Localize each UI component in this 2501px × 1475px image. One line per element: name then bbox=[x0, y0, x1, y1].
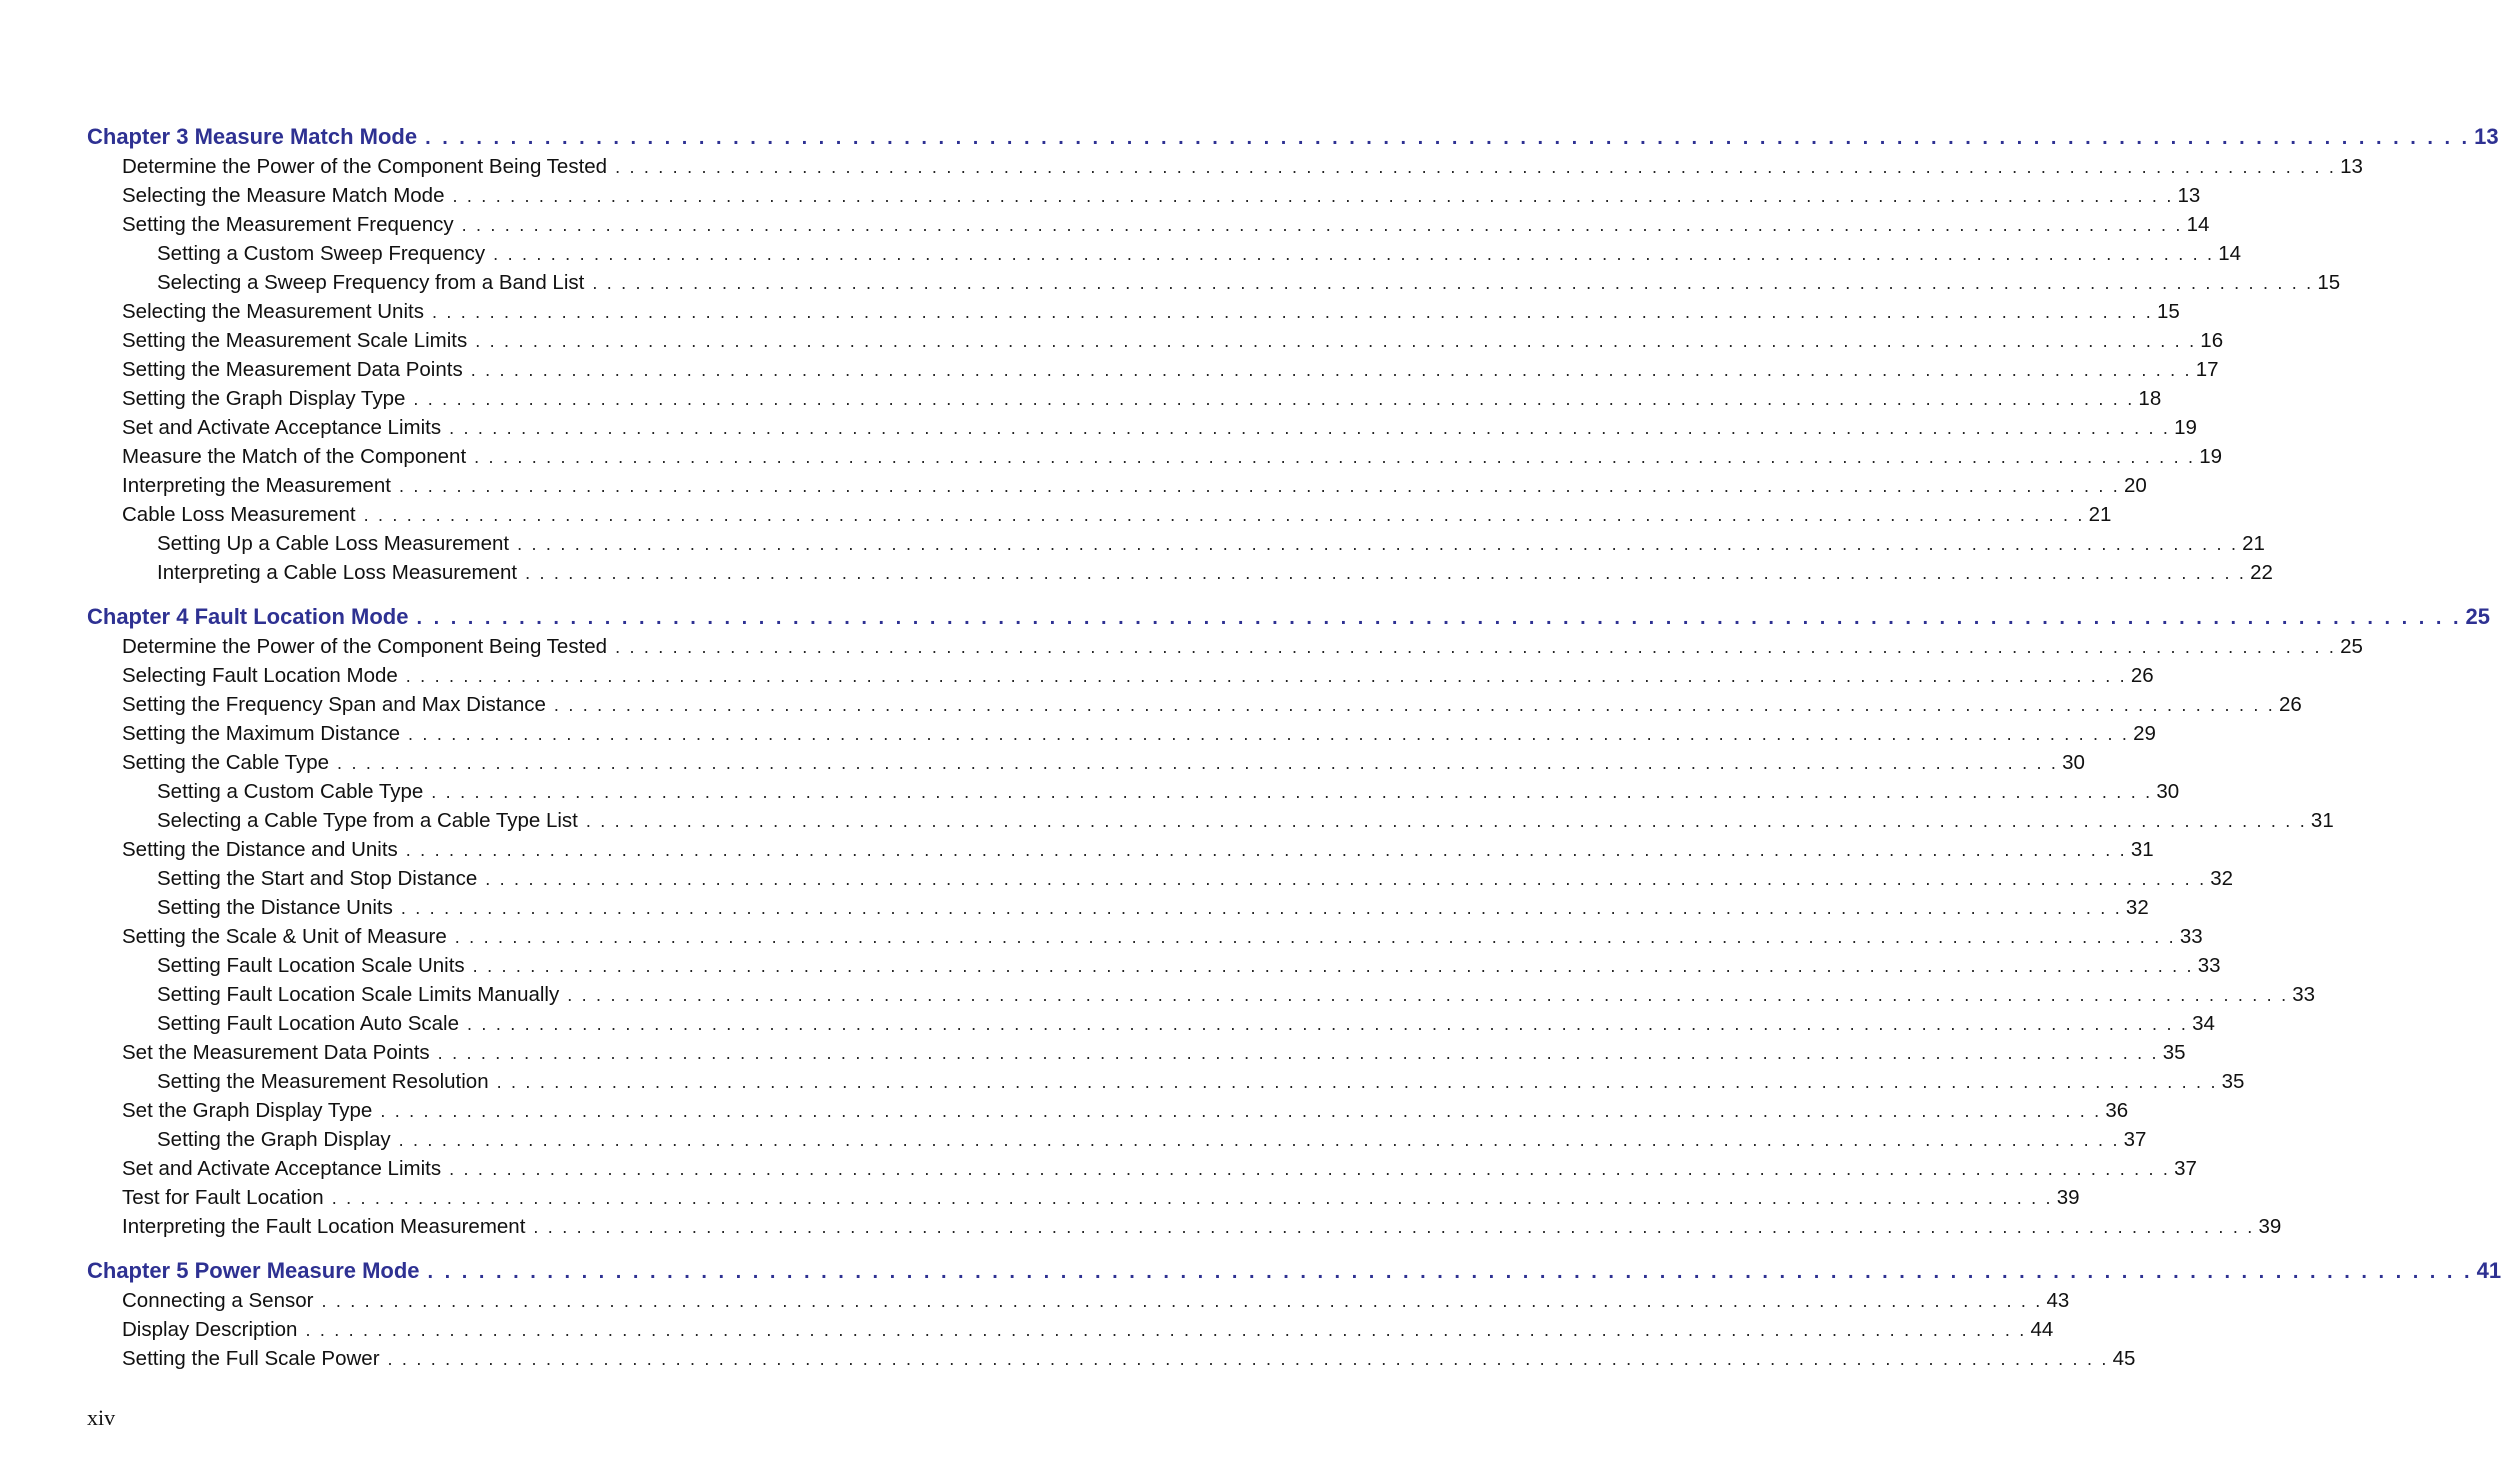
toc-entry-page: 30 bbox=[2062, 751, 2085, 774]
dot-leader: . . . . . . . . . . . . . . . . . . . . . . . . . . . . . . . . . . . . . . . . . . . . . . . . . . . . . . . . . . . . . . . . . . . . . . . . . . . . . . . . . . . . . . . . . . . . . . . . . . . . . . . . . . . . . . . . . . . . . . . . bbox=[449, 418, 2171, 438]
dot-leader: . . . . . . . . . . . . . . . . . . . . . . . . . . . . . . . . . . . . . . . . . . . . . . . . . . . . . . . . . . . . . . . . . . . . . . . . . . . . . . . . . . . . . . . . . . . . . . . . . . . . . . . . . . . . . . . . . . . . . . . . bbox=[553, 695, 2275, 715]
toc-entry-title: Setting the Scale & Unit of Measure bbox=[122, 925, 447, 948]
toc-entry-page: 13 bbox=[2340, 155, 2363, 178]
toc-entry[interactable] bbox=[87, 983, 2316, 1012]
dot-leader: . . . . . . . . . . . . . . . . . . . . . . . . . . . . . . . . . . . . . . . . . . . . . . . . . . . . . . . . . . . . . . . . . . . . . . . . . . . . . . . . . . . . . . . . . . . . . . . . . . . . . . . . . . . . . . . . . . . . . . . . bbox=[449, 1159, 2171, 1179]
toc-entry-page: 37 bbox=[2174, 1157, 2197, 1180]
dot-leader: . . . . . . . . . . . . . . . . . . . . . . . . . . . . . . . . . . . . . . . . . . . . . . . . . . . . . . . . . . . . . . . . . . . . . . . . . . . . . . . . . . . . . . . . . . . . . . . . . . . . . . . . . . . . . . . . . . . . . . . . bbox=[592, 273, 2314, 293]
dot-leader: . . . . . . . . . . . . . . . . . . . . . . . . . . . . . . . . . . . . . . . . . . . . . . . . . . . . . . . . . . . . . . . . . . . . . . . . . . . . . . . . . . . . . . . . . . . . . . . . . . . . . . . . . . . . . . . . . . . . . . . . bbox=[454, 927, 2176, 947]
toc-entry[interactable] bbox=[87, 155, 2363, 184]
toc-entry-page: 20 bbox=[2123, 474, 2147, 497]
toc-entry-page: 26 bbox=[2130, 664, 2154, 687]
dot-leader: . . . . . . . . . . . . . . . . . . . . . . . . . . . . . . . . . . . . . . . . . . . . . . . . . . . . . . . . . . . . . . . . . . . . . . . . . . . . . . . . . . . . . . . . . . . . . . . . . . . . . . . . . . . . . . . . . . . . . . . . bbox=[467, 1014, 2189, 1034]
toc-entry-page: 41 bbox=[2476, 1258, 2501, 1283]
toc-entry-page: 31 bbox=[2310, 809, 2334, 832]
toc-entry[interactable] bbox=[87, 1215, 2282, 1244]
toc-entry[interactable] bbox=[87, 722, 2156, 751]
toc-entry-page: 15 bbox=[2317, 271, 2341, 294]
toc-entry-page: 21 bbox=[2088, 503, 2112, 526]
toc-entry-page: 34 bbox=[2192, 1012, 2215, 1035]
toc-chapter-entry[interactable] bbox=[87, 604, 2490, 635]
dot-leader: . . . . . . . . . . . . . . . . . . . . . . . . . . . . . . . . . . . . . . . . . . . . . . . . . . . . . . . . . . . . . . . . . . . . . . . . . . . . . . . . . . . . . . . . . . . . . . . . . . . . . . . . . . . . . . . . . . . . . . . . bbox=[305, 1320, 2027, 1340]
toc-entry-title: Setting the Cable Type bbox=[122, 751, 330, 774]
toc-entry-page: 14 bbox=[2186, 213, 2210, 236]
toc-entry-title: Selecting the Measurement Units bbox=[122, 300, 424, 323]
toc-entry-title: Cable Loss Measurement bbox=[122, 503, 356, 526]
toc-entry-page: 25 bbox=[2465, 604, 2490, 629]
toc-entry-page: 39 bbox=[2056, 1186, 2080, 1209]
toc-entry[interactable] bbox=[87, 1099, 2129, 1128]
dot-leader: . . . . . . . . . . . . . . . . . . . . . . . . . . . . . . . . . . . . . . . . . . . . . . . . . . . . . . . . . . . . . . . . . . . . . . . . . . . . . . . . . . . . . . . . . . . . . . . . . . . . . . . . . . . . . . . . . . . . . . . . bbox=[387, 1349, 2109, 1369]
toc-entry-title: Set the Measurement Data Points bbox=[122, 1041, 430, 1064]
toc-entry-title: Set and Activate Acceptance Limits bbox=[122, 1157, 442, 1180]
toc-entry-title: Setting a Custom Cable Type bbox=[157, 780, 424, 803]
toc-entry-title: Selecting the Measure Match Mode bbox=[122, 184, 445, 207]
toc-entry[interactable] bbox=[87, 780, 2180, 809]
dot-leader: . . . . . . . . . . . . . . . . . . . . . . . . . . . . . . . . . . . . . . . . . . . . . . . . . . . . . . . . . . . . . . . . . . . . . . . . . . . . . . . . . . . . . . . . . . . . . . . . . . . . . . . . . . . . . . . . . . . . . . . . bbox=[405, 666, 2127, 686]
toc-entry-title: Setting the Frequency Span and Max Distance bbox=[122, 693, 546, 716]
dot-leader: . . . . . . . . . . . . . . . . . . . . . . . . . . . . . . . . . . . . . . . . . . . . . . . . . . . . . . . . . . . . . . . . . . . . . . . . . . . . . . . . . . . . . . . . . . . . . . . . . . . . . . . . . . . . . . . . . . . . . . . . bbox=[585, 811, 2307, 831]
toc-entry-title: Setting the Maximum Distance bbox=[122, 722, 401, 745]
toc-entry-title: Determine the Power of the Component Being Tested bbox=[122, 155, 608, 178]
toc-entry[interactable] bbox=[87, 1070, 2245, 1099]
dot-leader: . . . . . . . . . . . . . . . . . . . . . . . . . . . . . . . . . . . . . . . . . . . . . . . . . . . . . . . . . . . . . . . . . . . . . . . . . . . . . . . . . . . . . . . . . . . . . . . . . . . . . . . . . . . . . . . . . . . . . . . . bbox=[470, 360, 2192, 380]
toc-entry-title: Setting the Start and Stop Distance bbox=[157, 867, 478, 890]
dot-leader: . . . . . . . . . . . . . . . . . . . . . . . . . . . . . . . . . . . . . . . . . . . . . . . . . . . . . . . . . . . . . . . . . . . . . . . . . . . . . . . . . . . . . . . . . . . . . . . . . . . . . . . . . . . . . . . . . . . . . . . . bbox=[472, 956, 2194, 976]
dot-leader: . . . . . . . . . . . . . . . . . . . . . . . . . . . . . . . . . . . . . . . . . . . . . . . . . . . . . . . . . . . . . . . . . . . . . . . . . . . . . . . . . . . . . . . . . . . . . . . . . . . . . . . . . . . . . . . . . . . . . . . . bbox=[517, 534, 2239, 554]
toc-entry-page: 33 bbox=[2292, 983, 2316, 1006]
toc-entry-title: Chapter 5 Power Measure Mode bbox=[87, 1258, 420, 1283]
toc-entry-title: Interpreting a Cable Loss Measurement bbox=[157, 561, 518, 584]
toc-entry[interactable] bbox=[87, 358, 2219, 387]
toc-entry-title: Selecting Fault Location Mode bbox=[122, 664, 398, 687]
toc-entry-page: 19 bbox=[2199, 445, 2222, 468]
toc-entry-page: 25 bbox=[2340, 635, 2363, 658]
toc-entry[interactable] bbox=[87, 809, 2334, 838]
toc-entry[interactable] bbox=[87, 300, 2180, 329]
toc-entry[interactable] bbox=[87, 242, 2242, 271]
toc-entry-page: 13 bbox=[2474, 124, 2499, 149]
dot-leader: . . . . . . . . . . . . . . . . . . . . . . . . . . . . . . . . . . . . . . . . . . . . . . . . . . . . . . . . . . . . . . . . . . . . . . . . . . . . . . . . . . . . . . . . . . . . . . . . . . . . . . . . . . . . . . . . . . . . . . . . bbox=[525, 563, 2247, 583]
dot-leader: . . . . . . . . . . . . . . . . . . . . . . . . . . . . . . . . . . . . . . . . . . . . . . . . . . . . . . . . . . . . . . . . . . . . . . . . . . . . . . . . . . . . . . . . . . . . . . . . . . . . . . . . . . . . . . . . . . . . . . . . bbox=[425, 127, 2471, 149]
toc-entry-title: Setting the Full Scale Power bbox=[122, 1347, 380, 1370]
toc-entry-page: 43 bbox=[2046, 1289, 2070, 1312]
toc-entry[interactable] bbox=[87, 896, 2149, 925]
dot-leader: . . . . . . . . . . . . . . . . . . . . . . . . . . . . . . . . . . . . . . . . . . . . . . . . . . . . . . . . . . . . . . . . . . . . . . . . . . . . . . . . . . . . . . . . . . . . . . . . . . . . . . . . . . . . . . . . . . . . . . . . bbox=[493, 244, 2215, 264]
toc-entry-page: 32 bbox=[2125, 896, 2149, 919]
toc-entry[interactable] bbox=[87, 445, 2222, 474]
toc-entry[interactable] bbox=[87, 503, 2112, 532]
dot-leader: . . . . . . . . . . . . . . . . . . . . . . . . . . . . . . . . . . . . . . . . . . . . . . . . . . . . . . . . . . . . . . . . . . . . . . . . . . . . . . . . . . . . . . . . . . . . . . . . . . . . . . . . . . . . . . . . . . . . . . . . bbox=[475, 331, 2197, 351]
toc-entry[interactable] bbox=[87, 751, 2085, 780]
toc-entry-page: 22 bbox=[2250, 561, 2273, 584]
toc-entry-title: Interpreting the Measurement bbox=[122, 474, 391, 497]
dot-leader: . . . . . . . . . . . . . . . . . . . . . . . . . . . . . . . . . . . . . . . . . . . . . . . . . . . . . . . . . . . . . . . . . . . . . . . . . . . . . . . . . . . . . . . . . . . . . . . . . . . . . . . . . . . . . . . . . . . . . . . . bbox=[496, 1072, 2218, 1092]
toc-entry-page: 29 bbox=[2133, 722, 2156, 745]
toc-entry[interactable] bbox=[87, 1186, 2080, 1215]
toc-entry[interactable] bbox=[87, 329, 2224, 358]
toc-entry-title: Setting the Measurement Data Points bbox=[122, 358, 463, 381]
toc-entry-title: Chapter 4 Fault Location Mode bbox=[87, 604, 409, 629]
toc-entry-title: Determine the Power of the Component Being Tested bbox=[122, 635, 608, 658]
toc-entry-page: 14 bbox=[2218, 242, 2242, 265]
toc-entry-page: 32 bbox=[2210, 867, 2234, 890]
dot-leader: . . . . . . . . . . . . . . . . . . . . . . . . . . . . . . . . . . . . . . . . . . . . . . . . . . . . . . . . . . . . . . . . . . . . . . . . . . . . . . . . . . . . . . . . . . . . . . . . . . . . . . . . . . . . . . . . . . . . . . . . bbox=[615, 157, 2337, 177]
toc-entry-page: 33 bbox=[2179, 925, 2203, 948]
dot-leader: . . . . . . . . . . . . . . . . . . . . . . . . . . . . . . . . . . . . . . . . . . . . . . . . . . . . . . . . . . . . . . . . . . . . . . . . . . . . . . . . . . . . . . . . . . . . . . . . . . . . . . . . . . . . . . . . . . . . . . . . bbox=[400, 898, 2122, 918]
toc-entry[interactable] bbox=[87, 1128, 2147, 1157]
dot-leader: . . . . . . . . . . . . . . . . . . . . . . . . . . . . . . . . . . . . . . . . . . . . . . . . . . . . . . . . . . . . . . . . . . . . . . . . . . . . . . . . . . . . . . . . . . . . . . . . . . . . . . . . . . . . . . . . . . . . . . . . bbox=[474, 447, 2196, 467]
toc-entry-page: 17 bbox=[2195, 358, 2219, 381]
toc-entry-title: Setting Fault Location Scale Units bbox=[157, 954, 465, 977]
toc-entry-title: Set the Graph Display Type bbox=[122, 1099, 373, 1122]
toc-entry-title: Setting a Custom Sweep Frequency bbox=[157, 242, 486, 265]
toc-entry-title: Connecting a Sensor bbox=[122, 1289, 314, 1312]
dot-leader: . . . . . . . . . . . . . . . . . . . . . . . . . . . . . . . . . . . . . . . . . . . . . . . . . . . . . . . . . . . . . . . . . . . . . . . . . . . . . . . . . . . . . . . . . . . . . . . . . . . . . . . . . . . . . . . . . . . . . . . . bbox=[413, 389, 2135, 409]
toc-entry-title: Setting the Distance Units bbox=[157, 896, 393, 919]
toc-entry[interactable] bbox=[87, 416, 2197, 445]
dot-leader: . . . . . . . . . . . . . . . . . . . . . . . . . . . . . . . . . . . . . . . . . . . . . . . . . . . . . . . . . . . . . . . . . . . . . . . . . . . . . . . . . . . . . . . . . . . . . . . . . . . . . . . . . . . . . . . . . . . . . . . . bbox=[331, 1188, 2053, 1208]
toc-entry-page: 15 bbox=[2157, 300, 2180, 323]
toc-entry-page: 21 bbox=[2242, 532, 2265, 555]
toc-entry-title: Setting the Measurement Scale Limits bbox=[122, 329, 468, 352]
toc-entry[interactable] bbox=[87, 664, 2154, 693]
toc-entry-page: 36 bbox=[2105, 1099, 2129, 1122]
toc-entry[interactable] bbox=[87, 1318, 2054, 1347]
dot-leader: . . . . . . . . . . . . . . . . . . . . . . . . . . . . . . . . . . . . . . . . . . . . . . . . . . . . . . . . . . . . . . . . . . . . . . . . . . . . . . . . . . . . . . . . . . . . . . . . . . . . . . . . . . . . . . . . . . . . . . . . bbox=[398, 1130, 2120, 1150]
dot-leader: . . . . . . . . . . . . . . . . . . . . . . . . . . . . . . . . . . . . . . . . . . . . . . . . . . . . . . . . . . . . . . . . . . . . . . . . . . . . . . . . . . . . . . . . . . . . . . . . . . . . . . . . . . . . . . . . . . . . . . . . bbox=[380, 1101, 2102, 1121]
dot-leader: . . . . . . . . . . . . . . . . . . . . . . . . . . . . . . . . . . . . . . . . . . . . . . . . . . . . . . . . . . . . . . . . . . . . . . . . . . . . . . . . . . . . . . . . . . . . . . . . . . . . . . . . . . . . . . . . . . . . . . . . bbox=[408, 724, 2130, 744]
toc-entry[interactable] bbox=[87, 1041, 2186, 1070]
toc-entry[interactable] bbox=[87, 213, 2210, 242]
dot-leader: . . . . . . . . . . . . . . . . . . . . . . . . . . . . . . . . . . . . . . . . . . . . . . . . . . . . . . . . . . . . . . . . . . . . . . . . . . . . . . . . . . . . . . . . . . . . . . . . . . . . . . . . . . . . . . . . . . . . . . . . bbox=[398, 476, 2120, 496]
toc-entry[interactable] bbox=[87, 693, 2302, 722]
dot-leader: . . . . . . . . . . . . . . . . . . . . . . . . . . . . . . . . . . . . . . . . . . . . . . . . . . . . . . . . . . . . . . . . . . . . . . . . . . . . . . . . . . . . . . . . . . . . . . . . . . . . . . . . . . . . . . . . . . . . . . . . bbox=[485, 869, 2207, 889]
toc-entry-title: Test for Fault Location bbox=[122, 1186, 324, 1209]
dot-leader: . . . . . . . . . . . . . . . . . . . . . . . . . . . . . . . . . . . . . . . . . . . . . . . . . . . . . . . . . . . . . . . . . . . . . . . . . . . . . . . . . . . . . . . . . . . . . . . . . . . . . . . . . . . . . . . . . . . . . . . . bbox=[337, 753, 2059, 773]
page-number: xiv bbox=[87, 1405, 116, 1430]
toc-entry-title: Selecting a Sweep Frequency from a Band List bbox=[157, 271, 585, 294]
dot-leader: . . . . . . . . . . . . . . . . . . . . . . . . . . . . . . . . . . . . . . . . . . . . . . . . . . . . . . . . . . . . . . . . . . . . . . . . . . . . . . . . . . . . . . . . . . . . . . . . . . . . . . . . . . . . . . . . . . . . . . . . bbox=[567, 985, 2289, 1005]
toc-entry[interactable] bbox=[87, 635, 2363, 664]
toc-chapter-entry[interactable] bbox=[87, 124, 2499, 155]
toc-entry-page: 26 bbox=[2278, 693, 2302, 716]
toc-entry[interactable] bbox=[87, 184, 2201, 213]
toc-entry-page: 19 bbox=[2174, 416, 2197, 439]
toc-entry-page: 35 bbox=[2162, 1041, 2186, 1064]
dot-leader: . . . . . . . . . . . . . . . . . . . . . . . . . . . . . . . . . . . . . . . . . . . . . . . . . . . . . . . . . . . . . . . . . . . . . . . . . . . . . . . . . . . . . . . . . . . . . . . . . . . . . . . . . . . . . . . . . . . . . . . . bbox=[416, 607, 2462, 629]
toc-entry-page: 37 bbox=[2123, 1128, 2147, 1151]
toc-entry-page: 31 bbox=[2130, 838, 2154, 861]
toc-entry[interactable] bbox=[87, 271, 2341, 300]
dot-leader: . . . . . . . . . . . . . . . . . . . . . . . . . . . . . . . . . . . . . . . . . . . . . . . . . . . . . . . . . . . . . . . . . . . . . . . . . . . . . . . . . . . . . . . . . . . . . . . . . . . . . . . . . . . . . . . . . . . . . . . . bbox=[363, 505, 2085, 525]
toc-entry[interactable] bbox=[87, 1012, 2215, 1041]
toc-entry[interactable] bbox=[87, 867, 2234, 896]
toc-chapter-entry[interactable] bbox=[87, 1258, 2501, 1289]
toc-entry-title: Selecting a Cable Type from a Cable Type List bbox=[157, 809, 578, 832]
toc-entry[interactable] bbox=[87, 925, 2203, 954]
toc-entry-title: Setting the Graph Display bbox=[157, 1128, 391, 1151]
dot-leader: . . . . . . . . . . . . . . . . . . . . . . . . . . . . . . . . . . . . . . . . . . . . . . . . . . . . . . . . . . . . . . . . . . . . . . . . . . . . . . . . . . . . . . . . . . . . . . . . . . . . . . . . . . . . . . . . . . . . . . . . bbox=[615, 637, 2337, 657]
dot-leader: . . . . . . . . . . . . . . . . . . . . . . . . . . . . . . . . . . . . . . . . . . . . . . . . . . . . . . . . . . . . . . . . . . . . . . . . . . . . . . . . . . . . . . . . . . . . . . . . . . . . . . . . . . . . . . . . . . . . . . . . bbox=[452, 186, 2174, 206]
toc-entry[interactable] bbox=[87, 532, 2265, 561]
toc-entry-page: 18 bbox=[2138, 387, 2162, 410]
dot-leader: . . . . . . . . . . . . . . . . . . . . . . . . . . . . . . . . . . . . . . . . . . . . . . . . . . . . . . . . . . . . . . . . . . . . . . . . . . . . . . . . . . . . . . . . . . . . . . . . . . . . . . . . . . . . . . . . . . . . . . . . bbox=[431, 302, 2154, 322]
toc-entry-title: Setting the Graph Display Type bbox=[122, 387, 406, 410]
toc-entry[interactable] bbox=[87, 1157, 2197, 1186]
dot-leader: . . . . . . . . . . . . . . . . . . . . . . . . . . . . . . . . . . . . . . . . . . . . . . . . . . . . . . . . . . . . . . . . . . . . . . . . . . . . . . . . . . . . . . . . . . . . . . . . . . . . . . . . . . . . . . . . . . . . . . . . bbox=[321, 1291, 2043, 1311]
toc-entry-title: Setting Up a Cable Loss Measurement bbox=[157, 532, 510, 555]
dot-leader: . . . . . . . . . . . . . . . . . . . . . . . . . . . . . . . . . . . . . . . . . . . . . . . . . . . . . . . . . . . . . . . . . . . . . . . . . . . . . . . . . . . . . . . . . . . . . . . . . . . . . . . . . . . . . . . . . . . . . . . . bbox=[431, 782, 2153, 802]
toc-entry-page: 39 bbox=[2258, 1215, 2282, 1238]
toc-entry[interactable] bbox=[87, 838, 2154, 867]
dot-leader: . . . . . . . . . . . . . . . . . . . . . . . . . . . . . . . . . . . . . . . . . . . . . . . . . . . . . . . . . . . . . . . . . . . . . . . . . . . . . . . . . . . . . . . . . . . . . . . . . . . . . . . . . . . . . . . . . . . . . . . . bbox=[533, 1217, 2255, 1237]
toc-entry-page: 45 bbox=[2112, 1347, 2136, 1370]
toc-entry-title: Chapter 3 Measure Match Mode bbox=[87, 124, 418, 149]
toc-entry-title: Interpreting the Fault Location Measurement bbox=[122, 1215, 526, 1238]
toc-entry[interactable] bbox=[87, 387, 2162, 416]
toc-entry-page: 16 bbox=[2200, 329, 2224, 352]
toc-entry-title: Setting the Measurement Resolution bbox=[157, 1070, 489, 1093]
toc-entry-title: Display Description bbox=[122, 1318, 298, 1341]
toc-entry-page: 13 bbox=[2177, 184, 2201, 207]
dot-leader: . . . . . . . . . . . . . . . . . . . . . . . . . . . . . . . . . . . . . . . . . . . . . . . . . . . . . . . . . . . . . . . . . . . . . . . . . . . . . . . . . . . . . . . . . . . . . . . . . . . . . . . . . . . . . . . . . . . . . . . . bbox=[405, 840, 2127, 860]
table-of-contents bbox=[87, 124, 2501, 1376]
toc-entry[interactable] bbox=[87, 954, 2221, 983]
dot-leader: . . . . . . . . . . . . . . . . . . . . . . . . . . . . . . . . . . . . . . . . . . . . . . . . . . . . . . . . . . . . . . . . . . . . . . . . . . . . . . . . . . . . . . . . . . . . . . . . . . . . . . . . . . . . . . . . . . . . . . . . bbox=[437, 1043, 2159, 1063]
toc-entry-page: 44 bbox=[2030, 1318, 2054, 1341]
toc-entry-page: 30 bbox=[2156, 780, 2180, 803]
toc-entry-page: 33 bbox=[2197, 954, 2221, 977]
toc-entry-page: 35 bbox=[2221, 1070, 2245, 1093]
toc-entry[interactable] bbox=[87, 474, 2147, 503]
toc-entry-title: Setting the Measurement Frequency bbox=[122, 213, 454, 236]
toc-entry[interactable] bbox=[87, 561, 2273, 590]
dot-leader: . . . . . . . . . . . . . . . . . . . . . . . . . . . . . . . . . . . . . . . . . . . . . . . . . . . . . . . . . . . . . . . . . . . . . . . . . . . . . . . . . . . . . . . . . . . . . . . . . . . . . . . . . . . . . . . . . . . . . . . . bbox=[461, 215, 2183, 235]
toc-entry-title: Measure the Match of the Component bbox=[122, 445, 467, 468]
toc-entry[interactable] bbox=[87, 1289, 2070, 1318]
toc-entry-title: Setting Fault Location Scale Limits Manually bbox=[157, 983, 560, 1006]
dot-leader: . . . . . . . . . . . . . . . . . . . . . . . . . . . . . . . . . . . . . . . . . . . . . . . . . . . . . . . . . . . . . . . . . . . . . . . . . . . . . . . . . . . . . . . . . . . . . . . . . . . . . . . . . . . . . . . . . . . . . . . . bbox=[427, 1261, 2473, 1283]
toc-entry-title: Set and Activate Acceptance Limits bbox=[122, 416, 442, 439]
toc-entry-title: Setting the Distance and Units bbox=[122, 838, 398, 861]
toc-entry[interactable] bbox=[87, 1347, 2136, 1376]
toc-entry-title: Setting Fault Location Auto Scale bbox=[157, 1012, 460, 1035]
